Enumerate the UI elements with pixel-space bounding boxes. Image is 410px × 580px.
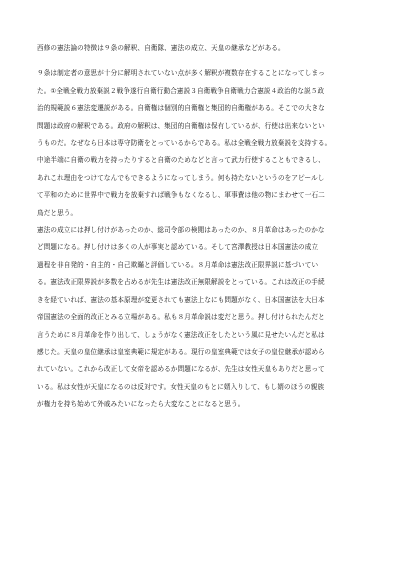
text-line: れていない。これから改正して女帝を認めるか問題になるが、先生は女性天皇もありだと思って bbox=[37, 365, 325, 374]
text-line: 帝国憲法の全面的改正とみる立場がある。私も８月革命説は変だと思う。押し付けられたんだと bbox=[37, 313, 325, 322]
paragraph-intro bbox=[37, 40, 373, 57]
text-line: る。憲法改正限界説が多数を占めるが先生は憲法改正無限解説をとっている。これは改正の手続 bbox=[37, 278, 325, 287]
text-line: 西修の憲法論の特徴は９条の解釈、自衛隊、憲法の成立、天皇の継承などがある。 bbox=[37, 44, 285, 52]
paragraph-constitution-origin bbox=[37, 222, 373, 413]
text-line: て平和のために世界中で戦力を放棄すれば戦争もなくなるし、軍事費は他の物にまわせて一石二 bbox=[37, 191, 325, 200]
text-line: きを経ていれば、憲法の基本原理が変更されても憲法上なにも問題がなく、日本国憲法を大日本 bbox=[37, 295, 325, 304]
text-line: 感じた。天皇の皇位継承は皇室典範に規定がある。現行の皇室典範では女子の皇位継承が認めら bbox=[37, 347, 325, 356]
text-line: 鳥だと思う。 bbox=[37, 208, 78, 217]
text-line: 言うために８月革命を作り出して、しょうがなく憲法改正をしたという風に見せたいんだと私は bbox=[37, 330, 325, 339]
text-line: うものだ。なぜなら日本は専守防衛をとっているからである。私は全戦全戦力放棄説を支持する。 bbox=[37, 139, 332, 148]
text-line: た。①全戦全戦力放棄説２戦争遂行自衛行動合憲説３自衛戦争自衛戦力合憲説４政治的な説５政 bbox=[37, 86, 325, 95]
text-line: 憲法の成立には押し付けがあったのか、総司令部の検閲はあったのか、８月革命はあったのかな bbox=[37, 226, 325, 235]
paragraph-article-9 bbox=[37, 65, 373, 222]
text-line: 中途半端に自衛の戦力を持ったりすると自衛のためなどと言って武力行使することもできるし、 bbox=[37, 156, 325, 165]
text-line: ９条は制定者の意思が十分に解明されていない点が多く解釈が複数存在することになってしまっ bbox=[37, 69, 325, 78]
text-line: いる。私は女性が天皇になるのは反対です。女性天皇のもとに婿入りして、もし婿のほうの親族 bbox=[37, 382, 325, 391]
text-line: が権力を持ち始めて外戚みたいになったら大変なことになると思う。 bbox=[37, 400, 245, 409]
text-line: あれこれ理由をつけてなんでもできるようになってしまう。何も持たないというのをアピールし bbox=[37, 173, 325, 182]
text-line: 過程を非自発的・自主的・自己欺瞞と評価している。８月革命は憲法改正限界説に基づいてい bbox=[37, 260, 319, 269]
text-line: ど問題になる。押し付けは多くの人が事実と認めている。そして宮澤教授は日本国憲法の成立 bbox=[37, 243, 319, 252]
text-line: 問題は政府の解釈である。政府の解釈は、集団的自衛権は保有しているが、行使は出来ないとい bbox=[37, 121, 325, 130]
text-line: 治的規範説６憲法変遷説がある。自衛権は個別的自衛権と集団的自衛権がある。そこでの大きな bbox=[37, 104, 325, 113]
